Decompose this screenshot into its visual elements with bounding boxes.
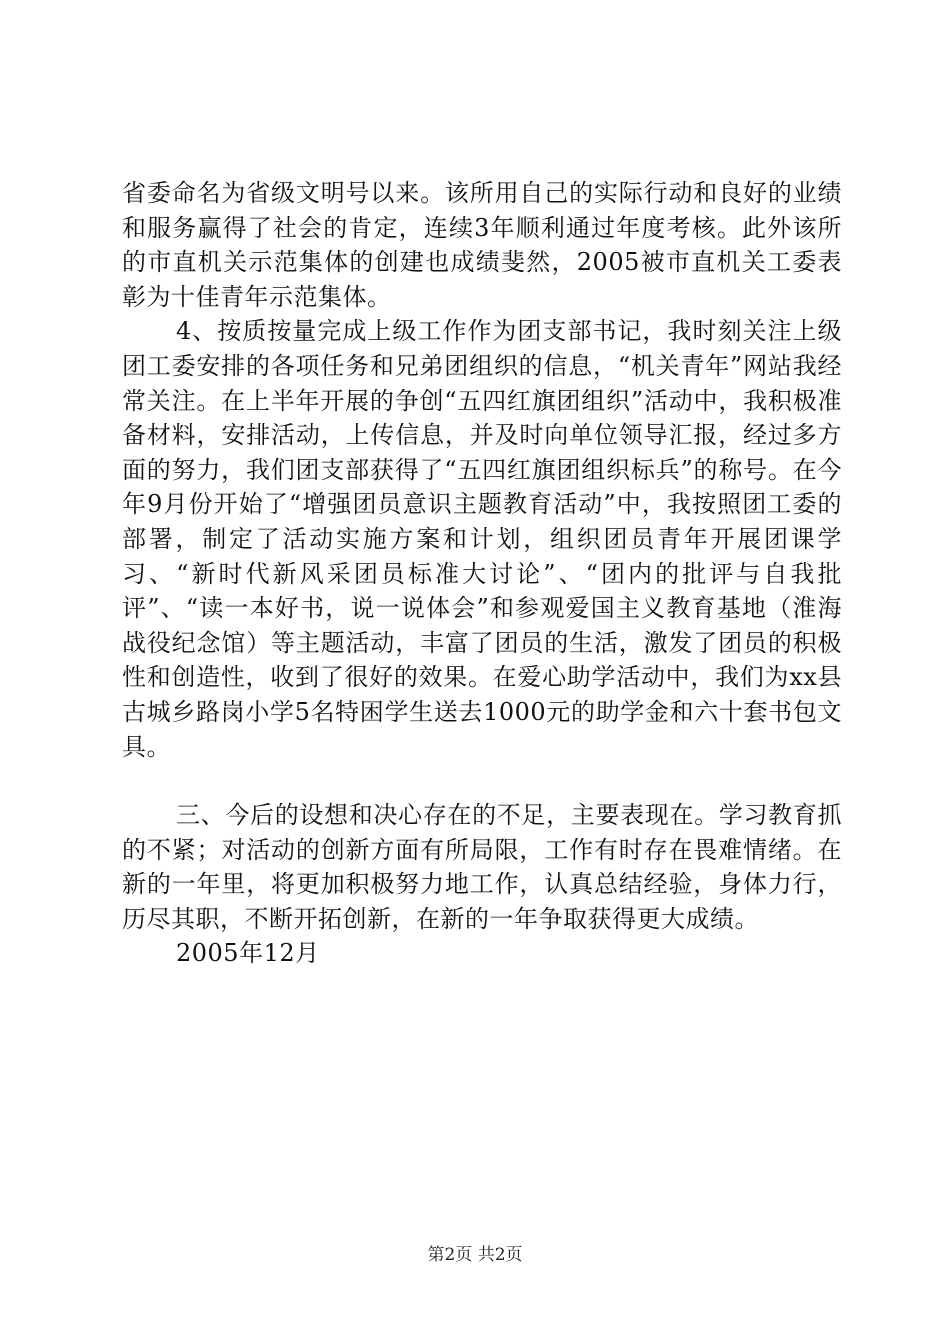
paragraph-item-4: 4、按质按量完成上级工作作为团支部书记，我时刻关注上级团工委安排的各项任务和兄弟团组织的信息，“机关青年”网站我经常关注。在上半年开展的争创“五四红旗团组织”活动中，我积极准备材料，安排活动，上传信息，并及时向单位领导汇报，经过多方面的努力，我们团支部获得了“五四红旗团组织标兵”的称号。在今年9月份开始了“增强团员意识主题教育活动”中，我按照团工委的部署，制定了活动实施方案和计划，组织团员青年开展团课学习、“新时代新风采团员标准大讨论”、“团内的批评与自我批评”、“读一本好书，说一说体会”和参观爱国主义教育基地（淮海战役纪念馆）等主题活动，丰富了团员的生活，激发了团员的积极性和创造性，收到了很好的效果。在爱心助学活动中，我们为xx县古城乡路岗小学5名特困学生送去1000元的助学金和六十套书包文具。 [122,317,842,761]
page-footer: 第2页 共2页 [427,1245,523,1265]
paragraph-continuation: 省委命名为省级文明号以来。该所用自己的实际行动和良好的业绩和服务赢得了社会的肯定，连续3年顺利通过年度考核。此外该所的市直机关示范集体的创建也成绩斐然，2005被市直机关工委表彰为十佳青年示范集体。 [122,179,842,311]
document-date: 2005年12月 [176,939,320,968]
paragraph-gap [122,764,842,798]
paragraph-section-3: 三、今后的设想和决心存在的不足，主要表现在。学习教育抓的不紧；对活动的创新方面有所局限，工作有时存在畏难情绪。在新的一年里，将更加积极努力地工作，认真总结经验，身体力行，历尽其职，不断开拓创新，在新的一年争取获得更大成绩。 [122,801,842,933]
document-body [122,176,842,971]
